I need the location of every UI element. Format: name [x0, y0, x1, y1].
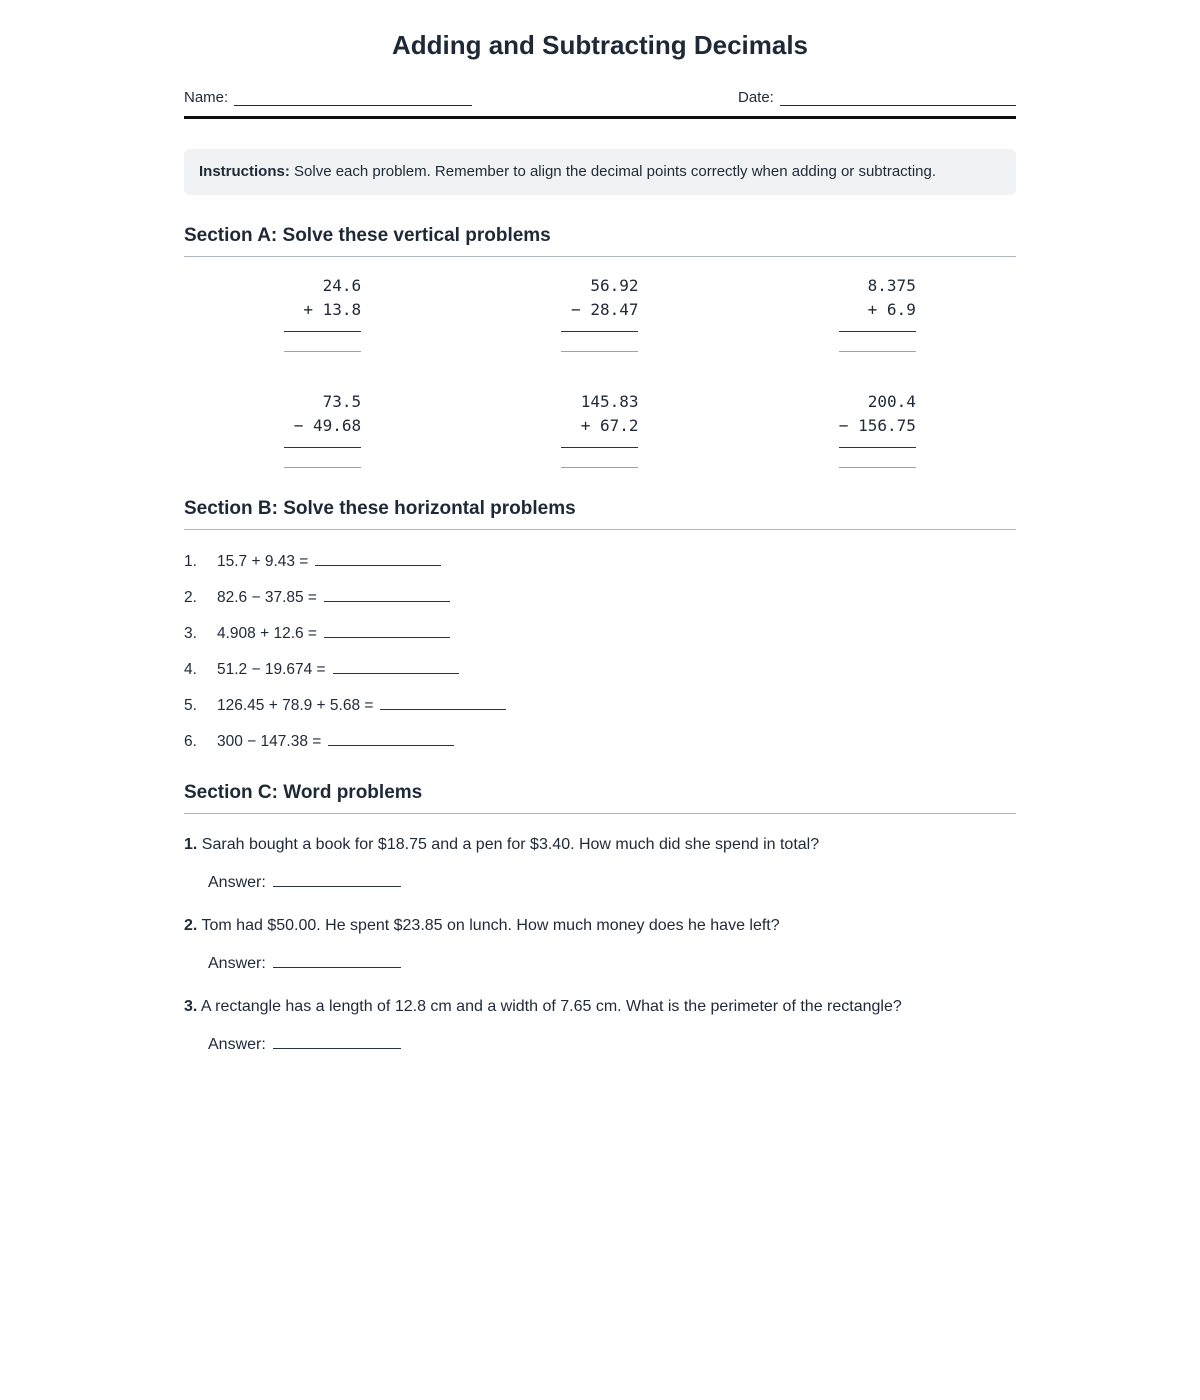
word-problem	[184, 915, 1016, 973]
problem-expression: 300 − 147.38 =	[217, 733, 322, 750]
vertical-problem	[561, 274, 638, 352]
vertical-problem-cell	[461, 274, 738, 352]
problem-text: Sarah bought a book for $18.75 and a pen for $3.40. How much did she spend in total?	[201, 836, 820, 853]
horizontal-problem	[184, 588, 1016, 608]
operator-and-operand: − 49.68	[293, 416, 362, 435]
section-c-problems	[184, 834, 1016, 1054]
instructions-label: Instructions:	[199, 163, 290, 180]
vertical-problem	[284, 390, 361, 468]
vertical-problem-cell	[184, 274, 461, 352]
answer-row	[208, 1035, 1016, 1054]
problem-expression: 15.7 + 9.43 =	[217, 553, 309, 570]
word-problem-text	[184, 915, 1016, 936]
operator-and-operand: + 6.9	[867, 300, 916, 319]
equals-line	[561, 331, 638, 332]
horizontal-problem	[184, 624, 1016, 644]
problem-expression: 4.908 + 12.6 =	[217, 625, 317, 642]
section-a-problems	[184, 274, 1016, 468]
problem-number: 3.	[184, 625, 197, 642]
problem-number: 3.	[184, 998, 198, 1015]
equals-line	[561, 447, 638, 448]
vertical-problem-cell	[184, 390, 461, 468]
equals-line	[284, 331, 361, 332]
answer-blank	[324, 588, 450, 602]
vertical-problem-cell	[461, 390, 738, 468]
answer-row	[208, 954, 1016, 973]
problem-number: 5.	[184, 697, 197, 714]
vertical-problem	[839, 390, 916, 468]
problem-expression: 126.45 + 78.9 + 5.68 =	[217, 697, 374, 714]
instructions-box	[184, 149, 1016, 195]
horizontal-problem	[184, 660, 1016, 680]
answer-blank	[284, 467, 361, 468]
date-field	[738, 89, 1016, 106]
problem-number: 2.	[184, 589, 197, 606]
page-title: Adding and Subtracting Decimals	[391, 30, 809, 60]
header-divider	[184, 116, 1016, 119]
problem-text: Tom had $50.00. He spent $23.85 on lunch. How much money does he have left?	[201, 917, 780, 934]
name-date-row	[184, 89, 1016, 106]
equals-line	[839, 331, 916, 332]
equals-line	[839, 447, 916, 448]
name-label: Name:	[184, 89, 229, 106]
name-blank	[234, 92, 472, 106]
answer-blank	[380, 696, 506, 710]
word-problem-text	[184, 996, 1016, 1017]
vertical-problem-cell	[739, 274, 1016, 352]
word-problem	[184, 834, 1016, 892]
problem-number: 4.	[184, 661, 197, 678]
horizontal-problem	[184, 696, 1016, 716]
name-field	[184, 89, 472, 106]
answer-label: Answer:	[208, 874, 266, 891]
worksheet-page	[184, 0, 1016, 1054]
problem-number: 2.	[184, 917, 198, 934]
section-b-heading: Section B: Solve these horizontal problems	[184, 498, 1016, 530]
answer-blank	[839, 467, 916, 468]
top-operand: 145.83	[580, 392, 639, 411]
top-operand: 73.5	[322, 392, 362, 411]
vertical-problem	[284, 274, 361, 352]
answer-blank	[328, 732, 454, 746]
horizontal-problem	[184, 732, 1016, 752]
problem-number: 6.	[184, 733, 197, 750]
operator-and-operand: − 156.75	[838, 416, 916, 435]
instructions-text: Solve each problem. Remember to align the decimal points correctly when adding or subtracting.	[289, 163, 937, 180]
word-problem	[184, 996, 1016, 1054]
problem-expression: 51.2 − 19.674 =	[217, 661, 326, 678]
section-a-heading: Section A: Solve these vertical problems	[184, 225, 1016, 257]
answer-blank	[273, 873, 401, 887]
section-b-problems	[184, 552, 1016, 752]
date-label: Date:	[738, 89, 774, 106]
answer-blank	[839, 351, 916, 352]
problem-expression: 82.6 − 37.85 =	[217, 589, 317, 606]
top-operand: 56.92	[590, 276, 639, 295]
top-operand: 200.4	[867, 392, 916, 411]
horizontal-problem	[184, 552, 1016, 572]
problem-number: 1.	[184, 836, 198, 853]
section-c-heading: Section C: Word problems	[184, 782, 1016, 814]
answer-blank	[561, 467, 638, 468]
operator-and-operand: + 13.8	[303, 300, 362, 319]
date-blank	[780, 92, 1016, 106]
answer-label: Answer:	[208, 1036, 266, 1053]
top-operand: 8.375	[867, 276, 916, 295]
equals-line	[284, 447, 361, 448]
vertical-problem-cell	[739, 390, 1016, 468]
top-operand: 24.6	[322, 276, 362, 295]
answer-blank	[561, 351, 638, 352]
vertical-problem	[561, 390, 638, 468]
answer-blank	[273, 1035, 401, 1049]
answer-row	[208, 873, 1016, 892]
vertical-problem	[839, 274, 916, 352]
answer-label: Answer:	[208, 955, 266, 972]
problem-number: 1.	[184, 553, 197, 570]
operator-and-operand: − 28.47	[571, 300, 639, 319]
answer-blank	[315, 552, 441, 566]
operator-and-operand: + 67.2	[580, 416, 639, 435]
problem-text: A rectangle has a length of 12.8 cm and a width of 7.65 cm. What is the perimeter of the rectangle?	[200, 998, 902, 1015]
answer-blank	[333, 660, 459, 674]
answer-blank	[284, 351, 361, 352]
answer-blank	[324, 624, 450, 638]
word-problem-text	[184, 834, 1016, 855]
answer-blank	[273, 954, 401, 968]
